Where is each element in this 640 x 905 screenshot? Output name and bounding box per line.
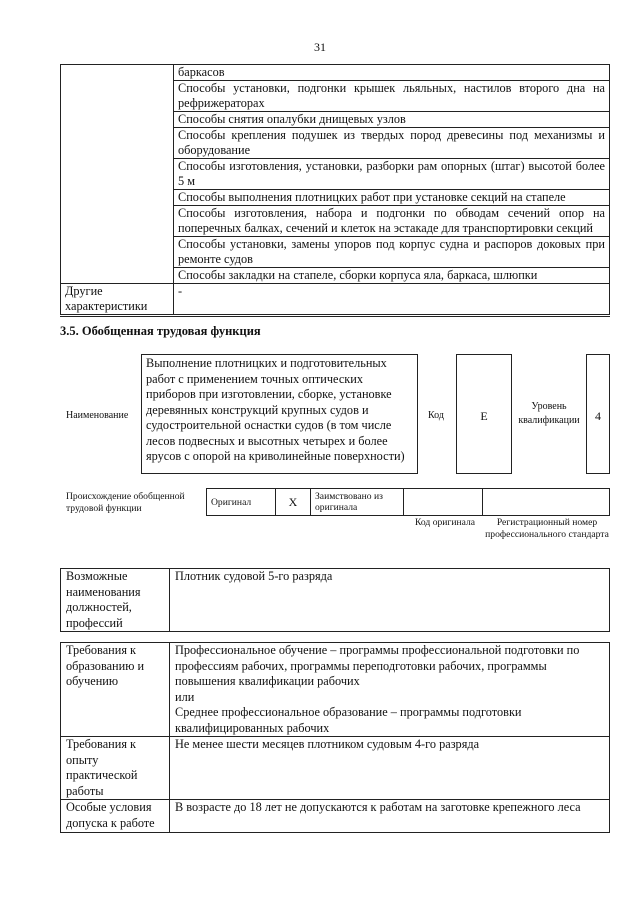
continuation-row: Способы изготовления, набора и подгонки по обводам сечений опор на поперечных балках, сечений и клеток на эстакаде для транспортировки секций [174, 206, 610, 237]
original-mark: X [276, 489, 311, 516]
qualification-level-box: 4 [586, 354, 610, 474]
name-label: Наименование [66, 410, 129, 421]
original-label: Оригинал [207, 489, 276, 516]
admission-label: Особые условия допуска к работе [61, 800, 170, 833]
page-number: 31 [314, 40, 326, 54]
code-label: Код [428, 410, 444, 421]
education-label: Требования к образованию и обучению [61, 643, 170, 737]
continuation-row: Способы установки, подгонки крышек льяльных, настилов второго дна на рефрижераторах [174, 81, 610, 112]
education-value [170, 643, 610, 737]
continuation-row: Способы крепления подушек из твердых пород древесины под механизмы и оборудование [174, 128, 610, 159]
function-name-box: Выполнение плотницких и подготовительных работ с применением точных оптических приборов при изготовлении, сборке, установке деревянных конструкций крупных судов и судостроительной оснастки судов (в том числе лесов подвесных и высотных четырех и более ярусов с опорой на криволинейные поверхности) [141, 354, 418, 474]
education-line: Среднее профессиональное образование – программы подготовки квалифицированных рабочих [175, 705, 522, 735]
experience-label: Требования к опыту практической работы [61, 737, 170, 800]
positions-value: Плотник судовой 5-го разряда [170, 569, 610, 632]
continuation-row: Способы выполнения плотницких работ при установке секций на стапеле [174, 190, 610, 206]
section-title: 3.5. Обобщенная трудовая функция [60, 324, 261, 338]
experience-value: Не менее шести месяцев плотником судовым 4-го разряда [170, 737, 610, 800]
origin-label: Происхождение обобщенной трудовой функции [66, 491, 185, 514]
continuation-label-cell [61, 65, 174, 284]
other-characteristics-value: - [174, 284, 610, 316]
continuation-table [60, 64, 610, 317]
registration-number-cell [483, 489, 610, 516]
positions-label: Возможные наименования должностей, профессий [61, 569, 170, 632]
function-code-box: Е [456, 354, 512, 474]
continuation-row: Способы изготовления, установки, разборки рам опорных (штаг) высотой более 5 м [174, 159, 610, 190]
admission-value: В возрасте до 18 лет не допускаются к работам на заготовке крепежного леса [170, 800, 610, 833]
continuation-row: баркасов [174, 65, 610, 81]
qualification-level-label: Уровень квалификации [518, 401, 580, 426]
education-line: Профессиональное обучение – программы профессиональной подготовки по профессиям рабочих, программы переподготовки рабочих, программы повышения квалификации рабочих [175, 643, 580, 688]
original-code-cell [404, 489, 483, 516]
continuation-row: Способы снятия опалубки днищевых узлов [174, 112, 610, 128]
origin-table [206, 488, 610, 516]
other-characteristics-label: Другие характеристики [61, 284, 174, 316]
requirements-table [60, 642, 610, 833]
registration-number-caption: Регистрационный номер профессионального стандарта [485, 517, 609, 540]
education-line: или [175, 689, 195, 704]
continuation-row: Способы установки, замены упоров под корпус судна и распоров доковых при ремонте судов [174, 237, 610, 268]
original-code-caption: Код оригинала [414, 517, 476, 528]
continuation-row: Способы закладки на стапеле, сборки корпуса яла, баркаса, шлюпки [174, 268, 610, 284]
positions-table [60, 568, 610, 632]
borrowed-label: Заимствовано из оригинала [311, 489, 404, 516]
